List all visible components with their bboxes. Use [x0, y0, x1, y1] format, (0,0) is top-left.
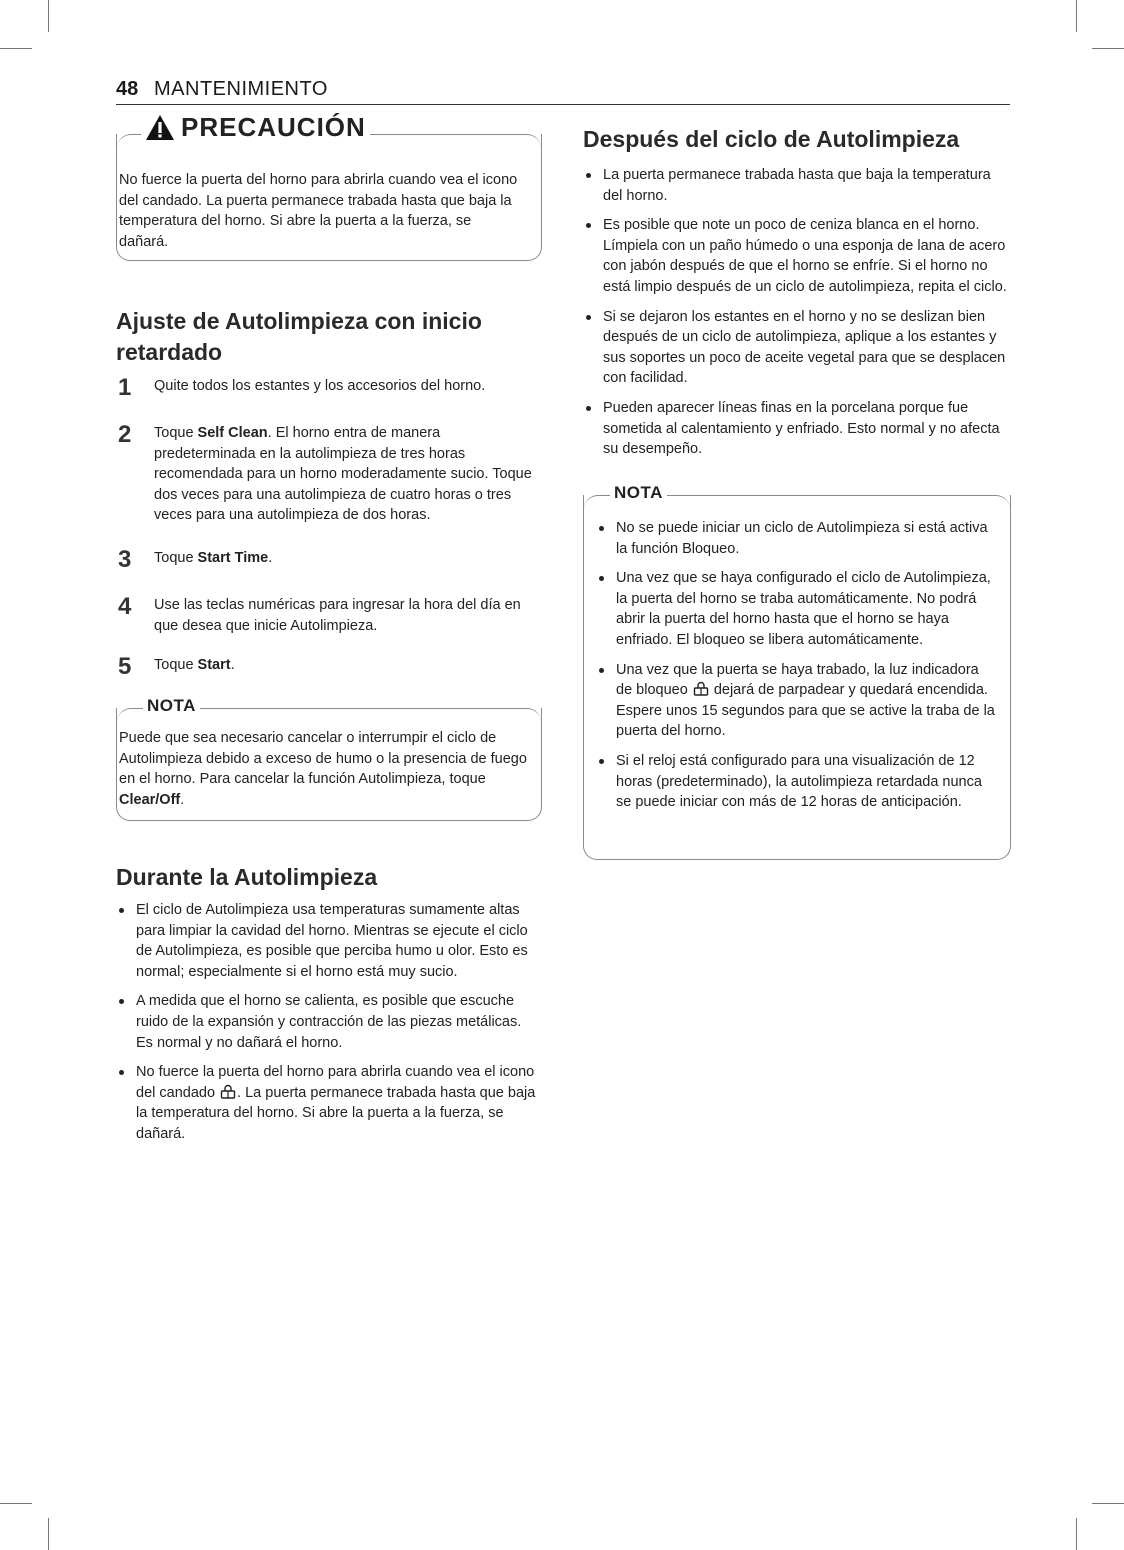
step-1	[116, 376, 542, 400]
nota-list	[596, 518, 996, 822]
ajuste-heading: Ajuste de Autolimpieza con inicio retardado	[116, 308, 482, 365]
page-number: 48	[116, 78, 139, 100]
durante-list	[116, 900, 542, 1154]
crop-mark	[1076, 1518, 1077, 1550]
step-number: 2	[118, 421, 132, 448]
nota-box-right	[583, 483, 1011, 860]
list-item: No fuerce la puerta del horno para abrirla cuando vea el icono del candado . La puerta permanece trabada hasta que baja la temperatura del horno. Si abre la puerta a la fuerza, se dañará.	[116, 1062, 542, 1144]
nota-title: NOTA	[143, 696, 200, 717]
step-text: Toque Self Clean. El horno entra de manera predeterminada en la autolimpieza de tres horas recomendada para un horno moderadamente sucio. Toque dos veces para una autolimpieza de cuatro horas o tres veces para una autolimpieza de dos horas.	[154, 425, 532, 524]
step-4	[116, 595, 542, 636]
caution-title-text: PRECAUCIÓN	[181, 112, 366, 143]
list-item: Una vez que se haya configurado el ciclo de Autolimpieza, la puerta del horno se traba automáticamente. No podrá abrir la puerta del horno hasta que el horno se haya enfriado. El bloqueo se libera automáticamente.	[596, 568, 996, 650]
step-3	[116, 548, 542, 572]
caution-title	[141, 114, 370, 141]
step-number: 4	[118, 593, 132, 620]
list-item: Pueden aparecer líneas finas en la porcelana porque fue sometida al calentamiento y enfriado. Esto normal y no afecta su desempeño.	[583, 398, 1009, 460]
crop-mark	[0, 1503, 32, 1504]
warning-triangle-icon	[145, 114, 175, 141]
list-item: Si el reloj está configurado para una visualización de 12 horas (predeterminado), la autolimpieza retardada nunca se puede iniciar con más de 12 horas de anticipación.	[596, 751, 996, 813]
step-5	[116, 655, 542, 679]
list-item: A medida que el horno se calienta, es posible que escuche ruido de la expansión y contracción de las piezas metálicas. Es normal y no dañará el horno.	[116, 991, 542, 1053]
list-item: Una vez que la puerta se haya trabado, la luz indicadora de bloqueo dejará de parpadear y quedará encendida. Espere unos 15 segundos para que se active la traba de la puerta del horno.	[596, 660, 996, 742]
list-item: No se puede iniciar un ciclo de Autolimpieza si está activa la función Bloqueo.	[596, 518, 996, 559]
crop-mark	[48, 0, 49, 32]
step-text: Use las teclas numéricas para ingresar la hora del día en que desea que inicie Autolimpieza.	[154, 597, 521, 634]
crop-mark	[0, 48, 32, 49]
caution-box	[116, 112, 542, 261]
lock-icon	[693, 681, 709, 696]
despues-heading: Después del ciclo de Autolimpieza	[583, 126, 960, 152]
nota-title: NOTA	[610, 483, 667, 504]
section-title: MANTENIMIENTO	[154, 78, 328, 100]
clear-off-key: Clear/Off	[119, 791, 181, 808]
self-clean-key: Self Clean	[197, 425, 268, 441]
despues-list	[583, 165, 1009, 469]
step-number: 5	[118, 653, 132, 680]
list-item: El ciclo de Autolimpieza usa temperaturas sumamente altas para limpiar la cavidad del horno. Mientras se ejecute el ciclo de Autolimpieza, es posible que perciba humo u olor. Esto es normal; especialmente si el horno está muy sucio.	[116, 900, 542, 982]
step-number: 1	[118, 374, 132, 401]
nota-text: Puede que sea necesario cancelar o interrumpir el ciclo de Autolimpieza debido a exceso de humo o la presencia de fuego en el horno. Para cancelar la función Autolimpieza, toque Clear/Off.	[119, 730, 527, 808]
start-time-key: Start Time	[197, 550, 269, 566]
crop-mark	[1076, 0, 1077, 32]
step-2	[116, 423, 542, 526]
durante-heading: Durante la Autolimpieza	[116, 864, 378, 890]
step-text: Quite todos los estantes y los accesorios del horno.	[154, 378, 486, 394]
step-text: Toque Start Time.	[154, 550, 273, 566]
crop-mark	[1092, 48, 1124, 49]
list-item: Es posible que note un poco de ceniza blanca en el horno. Límpiela con un paño húmedo o una esponja de lana de acero con jabón después de que el horno se enfríe. Si el horno no está limpio después de un ciclo de autolimpieza, repita el ciclo.	[583, 215, 1009, 297]
list-item: Si se dejaron los estantes en el horno y no se deslizan bien después de un ciclo de autolimpieza, aplique a los estantes y sus soportes un poco de aceite vegetal para que se desplacen con facilidad.	[583, 307, 1009, 389]
list-item: La puerta permanece trabada hasta que baja la temperatura del horno.	[583, 165, 1009, 206]
step-number: 3	[118, 546, 132, 573]
left-column	[116, 112, 542, 1142]
crop-mark	[1092, 1503, 1124, 1504]
lock-icon	[220, 1084, 236, 1099]
step-text: Toque Start.	[154, 657, 235, 673]
nota-box-left	[116, 696, 542, 821]
page-header	[116, 76, 1010, 105]
caution-text: No fuerce la puerta del horno para abrirla cuando vea el icono del candado. La puerta permanece trabada hasta que baja la temperatura del horno. Si abre la puerta a la fuerza, se dañará.	[119, 172, 518, 250]
crop-mark	[48, 1518, 49, 1550]
start-key: Start	[197, 657, 231, 673]
